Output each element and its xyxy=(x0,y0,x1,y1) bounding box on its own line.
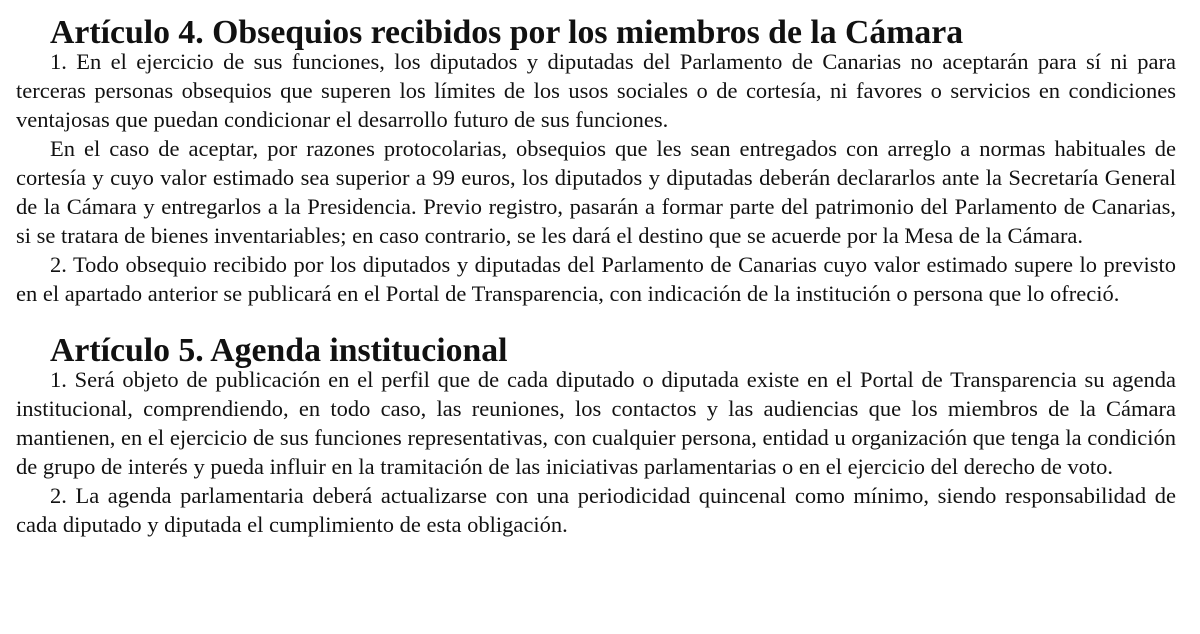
article-4-paragraph-3: 2. Todo obsequio recibido por los diputados y diputadas del Parlamento de Canarias cuyo valor estimado supere lo previsto en el apartado anterior se publicará en el Portal de Transparencia, con indicación de la institución o persona que lo ofreció. xyxy=(16,252,1176,306)
article-5-paragraph-2: 2. La agenda parlamentaria deberá actualizarse con una periodicidad quincenal como mínimo, siendo responsabilidad de cada diputado y diputada el cumplimiento de esta obligación. xyxy=(16,483,1176,537)
article-4-paragraph-1: 1. En el ejercicio de sus funciones, los diputados y diputadas del Parlamento de Canarias no aceptarán para sí ni para terceras personas obsequios que superen los límites de los usos sociales o de cortesía, ni favores o servicios en condiciones ventajosas que puedan condicionar el desarrollo futuro de sus funciones. xyxy=(16,49,1176,132)
article-5 xyxy=(16,332,1176,539)
article-4 xyxy=(16,14,1176,308)
article-4-heading: Artículo 4. Obsequios recibidos por los miembros de la Cámara xyxy=(50,14,964,51)
article-4-paragraph-2: En el caso de aceptar, por razones protocolarias, obsequios que les sean entregados con arreglo a normas habituales de cortesía y cuyo valor estimado sea superior a 99 euros, los diputados y diputadas deberán declararlos ante la Secretaría General de la Cámara y entregarlos a la Presidencia. Previo registro, pasarán a formar parte del patrimonio del Parlamento de Canarias, si se tratara de bienes inventariables; en caso contrario, se les dará el destino que se acuerde por la Mesa de la Cámara. xyxy=(16,136,1176,248)
article-5-heading: Artículo 5. Agenda institucional xyxy=(50,332,508,369)
article-5-paragraph-1: 1. Será objeto de publicación en el perfil que de cada diputado o diputada existe en el Portal de Transparencia su agenda institucional, comprendiendo, en todo caso, las reuniones, los contactos y las audiencias que los miembros de la Cámara mantienen, en el ejercicio de sus funciones representativas, con cualquier persona, entidad u organización que tenga la condición de grupo de interés y pueda influir en la tramitación de las iniciativas parlamentarias o en el ejercicio del derecho de voto. xyxy=(16,367,1176,479)
